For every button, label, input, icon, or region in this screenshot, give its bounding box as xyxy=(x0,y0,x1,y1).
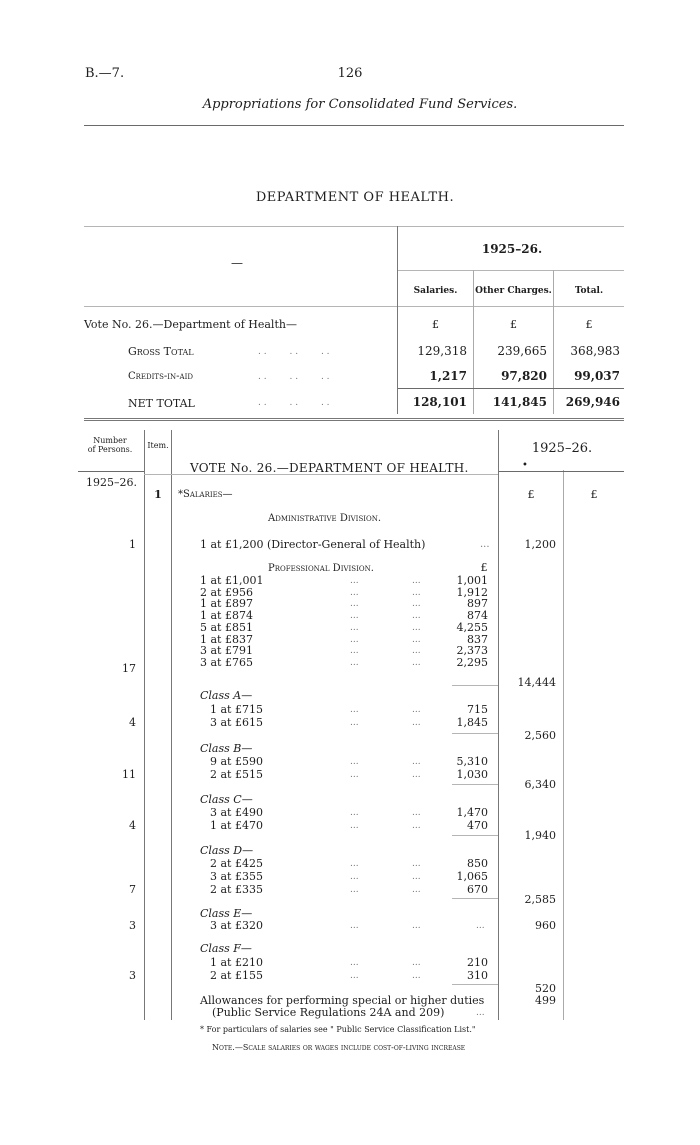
salaries-heading: *Salaries— xyxy=(178,489,233,500)
class-c-line-1-amount: 1,470 xyxy=(456,806,488,819)
class-b-line-2-leaders: ... xyxy=(350,770,359,780)
class-d-line-1-leaders: ... xyxy=(350,859,359,869)
class-a-line-1-leaders-2: ... xyxy=(412,705,421,715)
class-a-persons: 4 xyxy=(129,716,136,729)
professional-division-heading: Professional Division. xyxy=(268,563,374,574)
professional-line-desc: 2 at £956 xyxy=(200,586,253,599)
class-b-line-1-leaders-2: ... xyxy=(412,757,421,767)
professional-line-desc: 5 at £851 xyxy=(200,621,253,634)
detail-vote-title: VOTE No. 26.—DEPARTMENT OF HEALTH. xyxy=(190,461,469,475)
class-c-line-1-desc: 3 at £490 xyxy=(210,806,263,819)
class-c-line-2-desc: 1 at £470 xyxy=(210,819,263,832)
class-b-line-2-desc: 2 at £515 xyxy=(210,768,263,781)
page-subtitle: Appropriations for Consolidated Fund Services. xyxy=(202,97,518,112)
currency-col-2: £ xyxy=(590,488,598,501)
class-c-line-2-leaders-2: ... xyxy=(412,821,421,831)
gross-total-label: Gross Total xyxy=(128,345,194,358)
professional-line-leaders: ... xyxy=(350,623,359,633)
professional-line-leaders: ... xyxy=(350,635,359,645)
class-d-line-1-leaders-2: ... xyxy=(412,859,421,869)
admin-amount: 1,200 xyxy=(524,538,556,551)
class-b-total: 6,340 xyxy=(524,778,556,791)
detail-divider-item xyxy=(171,430,172,1020)
professional-line-leaders: ... xyxy=(412,646,421,656)
class-d-line-2-leaders-2: ... xyxy=(412,872,421,882)
net-total-other: 141,845 xyxy=(492,395,547,409)
class-d-line-3-leaders: ... xyxy=(350,885,359,895)
credits-in-aid-other: 97,820 xyxy=(501,369,547,383)
class-f-total: 520 xyxy=(535,982,556,995)
allowances-line-2: (Public Service Regulations 24A and 209) xyxy=(212,1006,445,1019)
professional-line-leaders: ... xyxy=(412,588,421,598)
footnote-note: Note.—Scale salaries or wages include cost-of-living increase xyxy=(212,1043,466,1052)
admin-line: 1 at £1,200 (Director-General of Health) xyxy=(200,538,426,551)
class-c-rule xyxy=(452,835,498,836)
detail-divider-total xyxy=(563,470,564,1020)
class-b-heading: Class B— xyxy=(200,742,253,755)
class-f-line-1-leaders: ... xyxy=(350,958,359,968)
professional-subtotal-rule xyxy=(452,685,498,686)
class-a-line-2-leaders-2: ... xyxy=(412,718,421,728)
class-b-line-1-amount: 5,310 xyxy=(456,755,488,768)
detail-divider-amounts xyxy=(498,430,499,1020)
class-a-heading: Class A— xyxy=(200,689,253,702)
class-b-persons: 11 xyxy=(122,768,136,781)
header-rule xyxy=(84,125,624,126)
col-item: Item. xyxy=(147,441,169,450)
class-d-total: 2,585 xyxy=(524,893,556,906)
professional-line-amount: 4,255 xyxy=(456,621,488,634)
class-c-heading: Class C— xyxy=(200,793,253,806)
professional-line-amount: 837 xyxy=(467,633,488,646)
class-e-total: 960 xyxy=(535,919,556,932)
professional-line-amount: 2,373 xyxy=(456,644,488,657)
class-f-line-1-desc: 1 at £210 xyxy=(210,956,263,969)
credits-in-aid-leaders: . . . . . . xyxy=(258,372,330,382)
gross-total-other: 239,665 xyxy=(497,344,547,358)
detail-right-rule xyxy=(499,471,624,472)
col-number-of-persons: Number of Persons. xyxy=(87,436,133,454)
summary-col-salaries: Salaries. xyxy=(413,286,458,296)
professional-line-leaders: ... xyxy=(350,658,359,668)
class-b-line-1-desc: 9 at £590 xyxy=(210,755,263,768)
credits-in-aid-label: Credits-in-aid xyxy=(128,371,193,382)
allowances-line-1: Allowances for performing special or higher duties xyxy=(200,994,485,1007)
class-e-heading: Class E— xyxy=(200,907,253,920)
summary-year-rule xyxy=(397,270,624,271)
class-f-line-2-leaders-2: ... xyxy=(412,971,421,981)
class-d-line-1-desc: 2 at £425 xyxy=(210,857,263,870)
class-b-line-1-leaders: ... xyxy=(350,757,359,767)
professional-line-leaders: ... xyxy=(350,588,359,598)
class-b-rule xyxy=(452,784,498,785)
class-b-line-2-leaders-2: ... xyxy=(412,770,421,780)
department-title: DEPARTMENT OF HEALTH. xyxy=(255,190,455,205)
class-a-line-1-amount: 715 xyxy=(467,703,488,716)
class-a-line-1-desc: 1 at £715 xyxy=(210,703,263,716)
class-c-persons: 4 xyxy=(129,819,136,832)
class-d-line-3-amount: 670 xyxy=(467,883,488,896)
summary-currency-other: £ xyxy=(510,318,517,331)
administrative-division-heading: Administrative Division. xyxy=(268,513,382,524)
professional-line-amount: 1,912 xyxy=(456,586,488,599)
class-a-line-2-desc: 3 at £615 xyxy=(210,716,263,729)
net-total-rule xyxy=(398,388,624,389)
professional-line-desc: 1 at £897 xyxy=(200,597,253,610)
detail-title-rule xyxy=(144,474,498,475)
summary-head-rule xyxy=(84,306,624,307)
professional-line-leaders: ... xyxy=(412,599,421,609)
summary-bottom-rule xyxy=(84,418,624,421)
class-d-line-2-desc: 3 at £355 xyxy=(210,870,263,883)
currency-col-1: £ xyxy=(527,488,535,501)
professional-line-leaders: ... xyxy=(350,599,359,609)
allowances-leaders: ... xyxy=(476,1008,485,1018)
class-d-line-2-amount: 1,065 xyxy=(456,870,488,883)
class-c-line-1-leaders-2: ... xyxy=(412,808,421,818)
professional-line-leaders: ... xyxy=(350,611,359,621)
professional-line-amount: 874 xyxy=(467,609,488,622)
class-f-line-2-amount: 310 xyxy=(467,969,488,982)
admin-persons: 1 xyxy=(129,538,136,551)
class-f-line-1-leaders-2: ... xyxy=(412,958,421,968)
detail-year-right: 1925–26. xyxy=(531,441,593,456)
net-total-total: 269,946 xyxy=(565,395,620,409)
class-c-line-1-leaders: ... xyxy=(350,808,359,818)
professional-line-desc: 1 at £874 xyxy=(200,609,253,622)
item-number: 1 xyxy=(154,488,162,501)
detail-left-rule xyxy=(78,471,144,472)
net-total-label: NET TOTAL xyxy=(128,397,195,410)
summary-year: 1925–26. xyxy=(481,242,543,256)
admin-leaders: ... xyxy=(480,539,490,550)
class-d-rule xyxy=(452,898,498,899)
class-c-total: 1,940 xyxy=(524,829,556,842)
page-number: 126 xyxy=(337,66,363,81)
class-a-line-2-leaders: ... xyxy=(350,718,359,728)
professional-line-amount: 1,001 xyxy=(456,574,488,587)
class-e-persons: 3 xyxy=(129,919,136,932)
summary-vote-label: Vote No. 26.—Department of Health— xyxy=(84,318,297,331)
class-d-persons: 7 xyxy=(129,883,136,896)
class-f-line-2-leaders: ... xyxy=(350,971,359,981)
summary-col-other: Other Charges. xyxy=(475,286,552,296)
summary-currency-total: £ xyxy=(585,318,593,331)
professional-line-desc: 1 at £837 xyxy=(200,633,253,646)
class-f-rule xyxy=(452,984,498,985)
professional-line-leaders: ... xyxy=(412,658,421,668)
class-e-line-desc: 3 at £320 xyxy=(210,919,263,932)
professional-currency: £ xyxy=(480,561,488,574)
class-e-leaders: ... xyxy=(350,921,359,931)
document-reference: B.—7. xyxy=(85,66,125,81)
summary-divider-2 xyxy=(473,270,474,414)
class-a-line-2-amount: 1,845 xyxy=(456,716,488,729)
class-e-leaders-2: ... xyxy=(412,921,421,931)
class-d-line-3-desc: 2 at £335 xyxy=(210,883,263,896)
class-f-line-2-desc: 2 at £155 xyxy=(210,969,263,982)
professional-line-leaders: ... xyxy=(350,576,359,586)
footnote-salaries: * For particulars of salaries see " Public Service Classification List." xyxy=(200,1025,476,1034)
class-f-line-1-amount: 210 xyxy=(467,956,488,969)
class-d-heading: Class D— xyxy=(200,844,254,857)
class-d-line-1-amount: 850 xyxy=(467,857,488,870)
detail-year-left: 1925–26. xyxy=(86,476,137,489)
detail-bullet: • xyxy=(522,460,528,471)
professional-line-leaders: ... xyxy=(412,576,421,586)
gross-total-leaders: . . . . . . xyxy=(258,347,330,357)
professional-line-leaders: ... xyxy=(412,623,421,633)
allowances-amount: 499 xyxy=(535,994,556,1007)
gross-total-salaries: 129,318 xyxy=(417,344,467,358)
professional-line-amount: 2,295 xyxy=(456,656,488,669)
net-total-salaries: 128,101 xyxy=(412,395,467,409)
summary-currency-salaries: £ xyxy=(432,318,439,331)
credits-in-aid-salaries: 1,217 xyxy=(429,369,467,383)
class-c-line-2-leaders: ... xyxy=(350,821,359,831)
professional-line-desc: 3 at £765 xyxy=(200,656,253,669)
summary-top-rule xyxy=(84,226,624,227)
professional-total: 14,444 xyxy=(517,676,556,689)
class-f-heading: Class F— xyxy=(200,942,252,955)
class-f-persons: 3 xyxy=(129,969,136,982)
net-total-leaders: . . . . . . xyxy=(258,398,330,408)
professional-line-amount: 897 xyxy=(467,597,488,610)
gross-total-total: 368,983 xyxy=(570,344,620,358)
professional-line-desc: 1 at £1,001 xyxy=(200,574,264,587)
class-c-line-2-amount: 470 xyxy=(467,819,488,832)
professional-line-leaders: ... xyxy=(350,646,359,656)
class-d-line-3-leaders-2: ... xyxy=(412,885,421,895)
class-a-total: 2,560 xyxy=(524,729,556,742)
credits-in-aid-total: 99,037 xyxy=(574,369,620,383)
summary-col-total: Total. xyxy=(574,286,604,296)
class-b-line-2-amount: 1,030 xyxy=(456,768,488,781)
professional-line-leaders: ... xyxy=(412,635,421,645)
class-a-rule xyxy=(452,733,498,734)
professional-line-desc: 3 at £791 xyxy=(200,644,253,657)
class-e-leaders-3: ... xyxy=(476,921,485,931)
summary-dash: — xyxy=(231,256,243,270)
professional-line-leaders: ... xyxy=(412,611,421,621)
class-d-line-2-leaders: ... xyxy=(350,872,359,882)
professional-persons: 17 xyxy=(122,662,136,675)
summary-divider-3 xyxy=(553,270,554,414)
detail-divider-persons xyxy=(144,430,145,1020)
class-a-line-1-leaders: ... xyxy=(350,705,359,715)
